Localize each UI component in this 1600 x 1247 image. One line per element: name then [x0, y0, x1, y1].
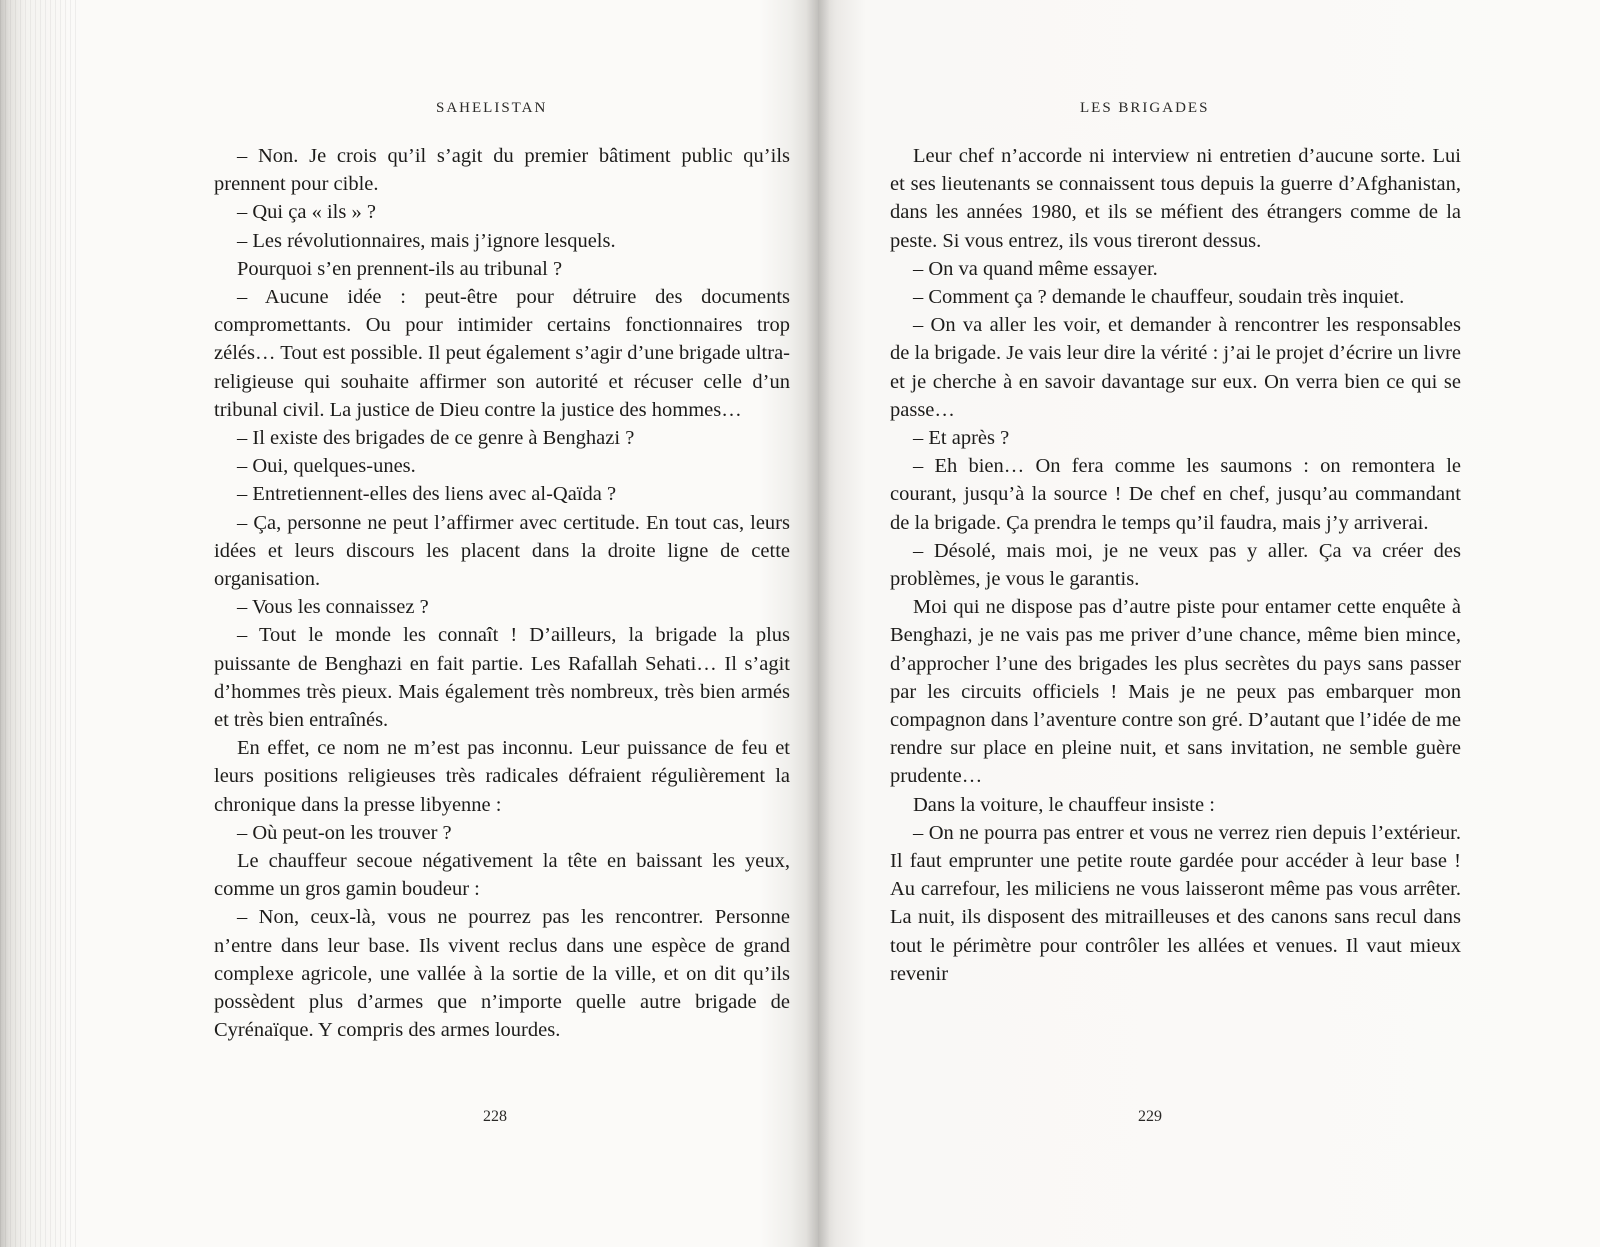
page-number: 228 — [483, 1108, 507, 1125]
paragraph: – Désolé, mais moi, je ne veux pas y aller. Ça va créer des problèmes, je vous le garantis. — [890, 539, 1461, 591]
right-page — [818, 0, 1600, 1247]
body-text — [214, 142, 790, 1045]
paragraph: – Les révolutionnaires, mais j’ignore lesquels. — [237, 229, 616, 252]
paragraph: – Oui, quelques-unes. — [237, 455, 416, 478]
paragraph: – Non. Je crois qu’il s’agit du premier bâtiment public qu’ils prennent pour cible. — [214, 145, 790, 196]
paragraph: Leur chef n’accorde ni interview ni entretien d’aucune sorte. Lui et ses lieutenants se connaissent tous depuis la guerre d’Afghanistan, dans les années 1980, et ils se méfient des étrangers comme de la peste. Si vous entrez, ils vous tireront dessus. — [890, 145, 1461, 252]
body-text — [890, 142, 1461, 988]
paragraph: – Entretiennent-elles des liens avec al-Qaïda ? — [237, 483, 617, 506]
paragraph: – On ne pourra pas entrer et vous ne verrez rien depuis l’extérieur. Il faut emprunter une petite route gardée pour accéder à leur base ! Au carrefour, les miliciens ne vous laisseront même pas vous arrêter. La nuit, ils disposent des mitrailleuses et des canons sans recul dans tout le périmètre pour contrôler les allées et venues. Il vaut mieux revenir — [890, 821, 1461, 985]
paragraph: – Aucune idée : peut-être pour détruire des documents compromettants. Ou pour intimider certains fonctionnaires trop zélés… Tout est possible. Il peut également s’agir d’une brigade ultra-religieuse qui souhaite affirmer son autorité et récuser celle d’un tribunal civil. La justice de Dieu contre la justice des hommes… — [214, 286, 790, 421]
paragraph: – Qui ça « ils » ? — [237, 201, 376, 224]
paragraph: En effet, ce nom ne m’est pas inconnu. Leur puissance de feu et leurs positions religieuses très radicales défraient régulièrement la chronique dans la presse libyenne : — [214, 737, 790, 816]
running-head: SAHELISTAN — [436, 100, 548, 116]
running-head: LES BRIGADES — [1080, 100, 1210, 116]
paragraph: Dans la voiture, le chauffeur insiste : — [913, 793, 1215, 816]
paragraph: Moi qui ne dispose pas d’autre piste pour entamer cette enquête à Benghazi, je ne vais pas me priver d’une chance, même bien mince, d’approcher l’une des brigades les plus secrètes du pays sans passer par les circuits officiels ! Mais je ne peux pas embarquer mon compagnon dans l’aventure contre son gré. D’autant que l’idée de me rendre sur place en pleine nuit, et sans invitation, ne semble guère prudente… — [890, 596, 1461, 788]
book-gutter — [806, 0, 830, 1247]
paragraph: – On va aller les voir, et demander à rencontrer les responsables de la brigade. Je vais leur dire la vérité : j’ai le projet d’écrire un livre et je cherche à en savoir davantage sur eux. On verra bien ce qui se passe… — [890, 314, 1461, 421]
paragraph: – Eh bien… On fera comme les saumons : on remontera le courant, jusqu’à la source ! De chef en chef, jusqu’au commandant de la brigade. Ça prendra le temps qu’il faudra, mais j’y arriverai. — [890, 455, 1461, 534]
paragraph: Le chauffeur secoue négativement la tête en baissant les yeux, comme un gros gamin boudeur : — [214, 850, 790, 901]
paragraph: – Il existe des brigades de ce genre à Benghazi ? — [237, 427, 635, 450]
paragraph: – Et après ? — [913, 427, 1010, 450]
page-number: 229 — [1138, 1108, 1162, 1125]
paragraph: Pourquoi s’en prennent-ils au tribunal ? — [237, 257, 563, 280]
paragraph: – On va quand même essayer. — [913, 257, 1158, 280]
paragraph: – Comment ça ? demande le chauffeur, soudain très inquiet. — [913, 286, 1405, 309]
page-edges — [0, 0, 80, 1247]
paragraph: – Où peut-on les trouver ? — [237, 821, 452, 844]
paragraph: – Ça, personne ne peut l’affirmer avec certitude. En tout cas, leurs idées et leurs discours les placent dans la droite ligne de cette organisation. — [214, 511, 790, 591]
paragraph: – Tout le monde les connaît ! D’ailleurs, la brigade la plus puissante de Benghazi en fait partie. Les Rafallah Sehati… Il s’agit d’hommes très pieux. Mais également très nombreux, très bien armés et très bien entraînés. — [214, 624, 790, 732]
paragraph: – Vous les connaissez ? — [237, 596, 429, 619]
paragraph: – Non, ceux-là, vous ne pourrez pas les rencontrer. Personne n’entre dans leur base. Ils vivent reclus dans une espèce de grand complexe agricole, une vallée à la sortie de la ville, et on dit qu’ils possèdent plus d’armes que n’importe quelle autre brigade de Cyrénaïque. Y compris des armes lourdes. — [214, 906, 790, 1042]
